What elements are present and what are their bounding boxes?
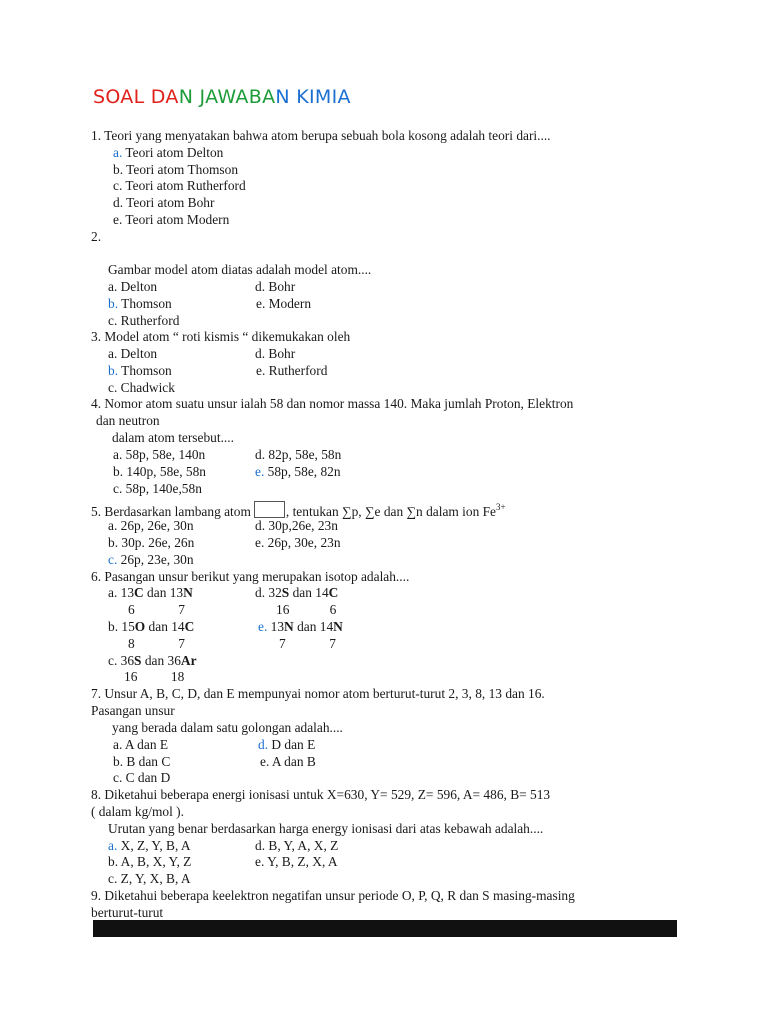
option-c: c. Z, Y, X, B, A: [108, 871, 191, 886]
option-e: e. A dan B: [260, 754, 316, 769]
question-9: 9. Diketahui beberapa keelektron negatifan unsur periode O, P, Q, R dan S masing-masing: [91, 888, 575, 903]
option-b: b. 15O dan 14C: [108, 619, 195, 634]
option-c: c. 26p, 23e, 30n: [108, 552, 194, 567]
question-4-line-2: dan neutron: [96, 413, 160, 428]
question-8-line-3: Urutan yang benar berdasarkan harga energy ionisasi dari atas kebawah adalah....: [108, 821, 544, 836]
option-d: d. Bohr: [255, 346, 296, 361]
option-c: c. C dan D: [113, 770, 171, 785]
question-8-line-2: ( dalam kg/mol ).: [91, 804, 184, 819]
option-e: e. Y, B, Z, X, A: [255, 854, 338, 869]
option-e: e. Modern: [256, 296, 312, 311]
question-7-line-2: Pasangan unsur: [91, 703, 175, 718]
question-1: 1. Teori yang menyatakan bahwa atom berupa sebuah bola kosong adalah teori dari....: [91, 128, 551, 143]
option-a: a. Teori atom Delton: [113, 145, 224, 160]
question-8: 8. Diketahui beberapa energi ionisasi untuk X=630, Y= 529, Z= 596, A= 486, B= 513: [91, 787, 551, 802]
option-a: a. 26p, 26e, 30n: [108, 518, 194, 533]
option-a: a. A dan E: [113, 737, 169, 752]
option-b: b. Teori atom Thomson: [113, 162, 239, 177]
option-d: d. 32S dan 14C: [255, 585, 339, 600]
option-a: a. Delton: [108, 279, 158, 294]
option-c: c. 58p, 140e,58n: [113, 481, 202, 496]
question-4-line-3: dalam atom tersebut....: [112, 430, 234, 445]
option-e-atomic-numbers: 7 7: [279, 636, 336, 651]
atom-symbol-box: [254, 501, 285, 518]
question-2-number: 2.: [91, 229, 102, 244]
option-d: d. Teori atom Bohr: [113, 195, 215, 210]
option-b: b. A, B, X, Y, Z: [108, 854, 192, 869]
question-7: 7. Unsur A, B, C, D, dan E mempunyai nomor atom berturut-turut 2, 3, 8, 13 dan 16.: [91, 686, 545, 701]
option-d-atomic-numbers: 16 6: [276, 602, 337, 617]
option-b: b. 140p, 58e, 58n: [113, 464, 206, 479]
option-d: d. Bohr: [255, 279, 296, 294]
question-6: 6. Pasangan unsur berikut yang merupakan isotop adalah....: [91, 569, 410, 584]
option-b: b. 30p. 26e, 26n: [108, 535, 195, 550]
option-a-atomic-numbers: 6 7: [128, 602, 185, 617]
question-2: Gambar model atom diatas adalah model atom....: [108, 262, 372, 277]
option-a: a. 58p, 58e, 140n: [113, 447, 206, 462]
option-d: d. 82p, 58e, 58n: [255, 447, 342, 462]
option-c: c. Teori atom Rutherford: [113, 178, 246, 193]
option-c: c. 36S dan 36Ar: [108, 653, 197, 668]
option-e: e. 13N dan 14N: [258, 619, 343, 634]
option-b-atomic-numbers: 8 7: [128, 636, 185, 651]
question-9-line-2: berturut-turut: [91, 905, 164, 920]
option-c-atomic-numbers: 16 18: [124, 669, 185, 684]
option-e: e. 58p, 58e, 82n: [255, 464, 341, 479]
option-c: c. Chadwick: [108, 380, 175, 395]
question-4: 4. Nomor atom suatu unsur ialah 58 dan nomor massa 140. Maka jumlah Proton, Elektron: [91, 396, 574, 411]
option-d: d. 30p,26e, 23n: [255, 518, 338, 533]
question-3: 3. Model atom “ roti kismis “ dikemukakan oleh: [91, 329, 351, 344]
option-a: a. 13C dan 13N: [108, 585, 193, 600]
question-5: 5. Berdasarkan lambang atom , tentukan ∑p, ∑e dan ∑n dalam ion $Fe^{3+}$: [91, 502, 506, 519]
option-a: a. X, Z, Y, B, A: [108, 838, 191, 853]
page-bottom-bar: [93, 920, 677, 937]
option-b: b. Thomson: [108, 296, 172, 311]
page-title: SOAL DAN JAWABAN KIMIA: [93, 86, 351, 108]
option-c: c. Rutherford: [108, 313, 180, 328]
option-e: e. Rutherford: [256, 363, 328, 378]
option-d: d. B, Y, A, X, Z: [255, 838, 339, 853]
option-e: e. 26p, 30e, 23n: [255, 535, 341, 550]
option-e: e. Teori atom Modern: [113, 212, 230, 227]
option-a: a. Delton: [108, 346, 158, 361]
option-b: b. Thomson: [108, 363, 172, 378]
question-7-line-3: yang berada dalam satu golongan adalah....: [112, 720, 343, 735]
option-d: d. D dan E: [258, 737, 316, 752]
option-b: b. B dan C: [113, 754, 171, 769]
